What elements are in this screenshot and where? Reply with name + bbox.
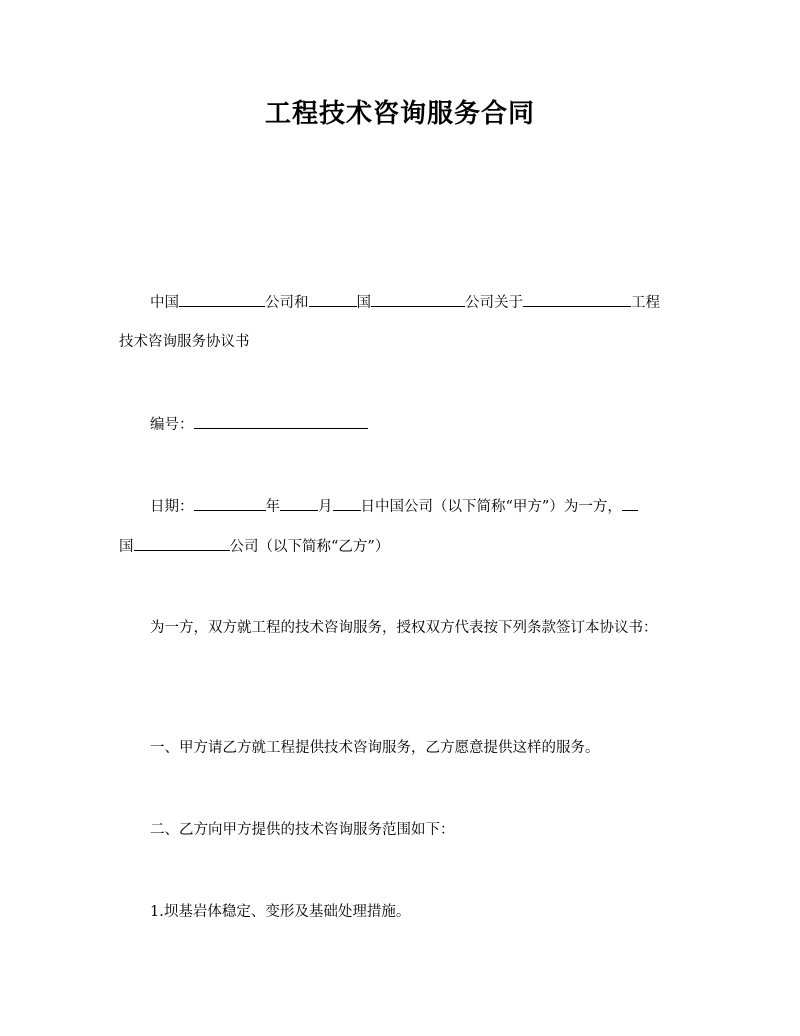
year-blank[interactable]	[194, 496, 266, 511]
clause-2: 二、乙方向甲方提供的技术咨询服务范围如下：	[150, 822, 455, 838]
paragraph-parties-line1	[150, 292, 660, 313]
text-segment: 技术咨询服务协议书	[119, 334, 250, 350]
country-blank[interactable]	[309, 292, 357, 307]
text-segment: 国	[356, 295, 371, 311]
clause-2-item-1: 1.坝基岩体稳定、变形及基础处理措施。	[150, 904, 411, 920]
clause-1: 一、甲方请乙方就工程提供技术咨询服务，乙方愿意提供这样的服务。	[150, 740, 600, 756]
contract-number-blank[interactable]	[194, 414, 368, 429]
paragraph-parties-line2	[119, 332, 250, 352]
date-label: 日期：	[150, 499, 194, 515]
paragraph-agreement: 为一方，双方就工程的技术咨询服务，授权双方代表按下列条款签订本协议书：	[150, 620, 658, 636]
text-segment: 日中国公司（以下简称“甲方”）为一方，	[360, 499, 622, 515]
day-blank[interactable]	[333, 496, 361, 511]
text-segment: 国	[119, 539, 134, 555]
text-segment: 公司（以下简称“乙方”）	[229, 539, 390, 555]
text-segment: 公司关于	[465, 295, 523, 311]
text-segment: 月	[318, 499, 333, 515]
text-segment: 年	[265, 499, 280, 515]
number-label: 编号：	[150, 417, 194, 433]
text-segment: 中国	[150, 295, 179, 311]
month-blank[interactable]	[280, 496, 318, 511]
text-segment: 公司和	[265, 295, 309, 311]
paragraph-date-line2	[119, 536, 389, 557]
party-a-company-blank[interactable]	[179, 292, 265, 307]
project-name-blank[interactable]	[523, 292, 631, 307]
text-segment: 工程	[631, 295, 660, 311]
party-b-name-blank[interactable]	[134, 536, 230, 551]
document-title: 工程技术咨询服务合同	[264, 99, 535, 129]
party-b-company-blank[interactable]	[371, 292, 465, 307]
party-b-country-blank[interactable]	[622, 496, 638, 511]
paragraph-number	[150, 414, 368, 435]
paragraph-date-line1	[150, 496, 638, 517]
